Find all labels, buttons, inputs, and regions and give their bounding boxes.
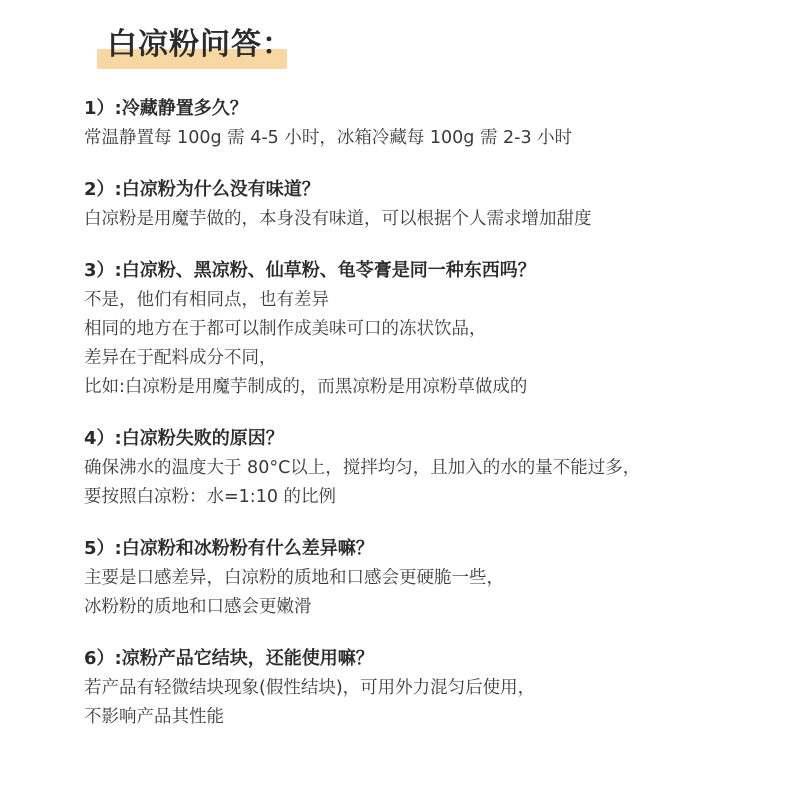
faq-answer-line: 差异在于配料成分不同，: [84, 348, 277, 368]
faq-item-1: [84, 94, 774, 153]
faq-answer-line: 确保沸水的温度大于 80°C以上，搅拌均匀，且加入的水的量不能过多，: [84, 458, 641, 478]
faq-question: 1）:冷藏静置多久？: [84, 98, 248, 119]
faq-answer-line: 比如:白凉粉是用魔芋制成的，而黑凉粉是用凉粉草做成的: [84, 377, 528, 397]
faq-answer-line: 要按照白凉粉：水=1:10 的比例: [84, 487, 337, 507]
faq-answer-line: 若产品有轻微结块现象(假性结块)，可用外力混匀后使用，: [84, 678, 536, 698]
faq-question: 3）:白凉粉、黑凉粉、仙草粉、龟苓膏是同一种东西吗？: [84, 260, 536, 281]
faq-list: [84, 94, 774, 754]
faq-question: 4）:白凉粉失败的原因？: [84, 428, 284, 449]
faq-item-6: [84, 644, 774, 732]
faq-question: 5）:白凉粉和冰粉粉有什么差异嘛？: [84, 538, 374, 559]
faq-item-4: [84, 424, 774, 512]
faq-answer-line: 白凉粉是用魔芋做的，本身没有味道，可以根据个人需求增加甜度: [84, 209, 592, 229]
faq-answer-line: 主要是口感差异，白凉粉的质地和口感会更硬脆一些，: [84, 568, 504, 588]
page-title: 白凉粉问答：: [107, 27, 293, 62]
faq-answer-line: 不影响产品其性能: [84, 707, 224, 727]
faq-answer-line: 不是，他们有相同点，也有差异: [84, 290, 329, 310]
faq-answer-line: 常温静置每 100g 需 4-5 小时，冰箱冷藏每 100g 需 2-3 小时: [84, 128, 573, 148]
faq-answer-line: 相同的地方在于都可以制作成美味可口的冻状饮品，: [84, 319, 487, 339]
title-block: [97, 22, 293, 72]
faq-item-2: [84, 175, 774, 234]
faq-question: 2）:白凉粉为什么没有味道？: [84, 179, 320, 200]
faq-item-3: [84, 256, 774, 402]
faq-item-5: [84, 534, 774, 622]
faq-question: 6）:凉粉产品它结块，还能使用嘛？: [84, 648, 374, 669]
faq-answer-line: 冰粉粉的质地和口感会更嫩滑: [84, 597, 312, 617]
